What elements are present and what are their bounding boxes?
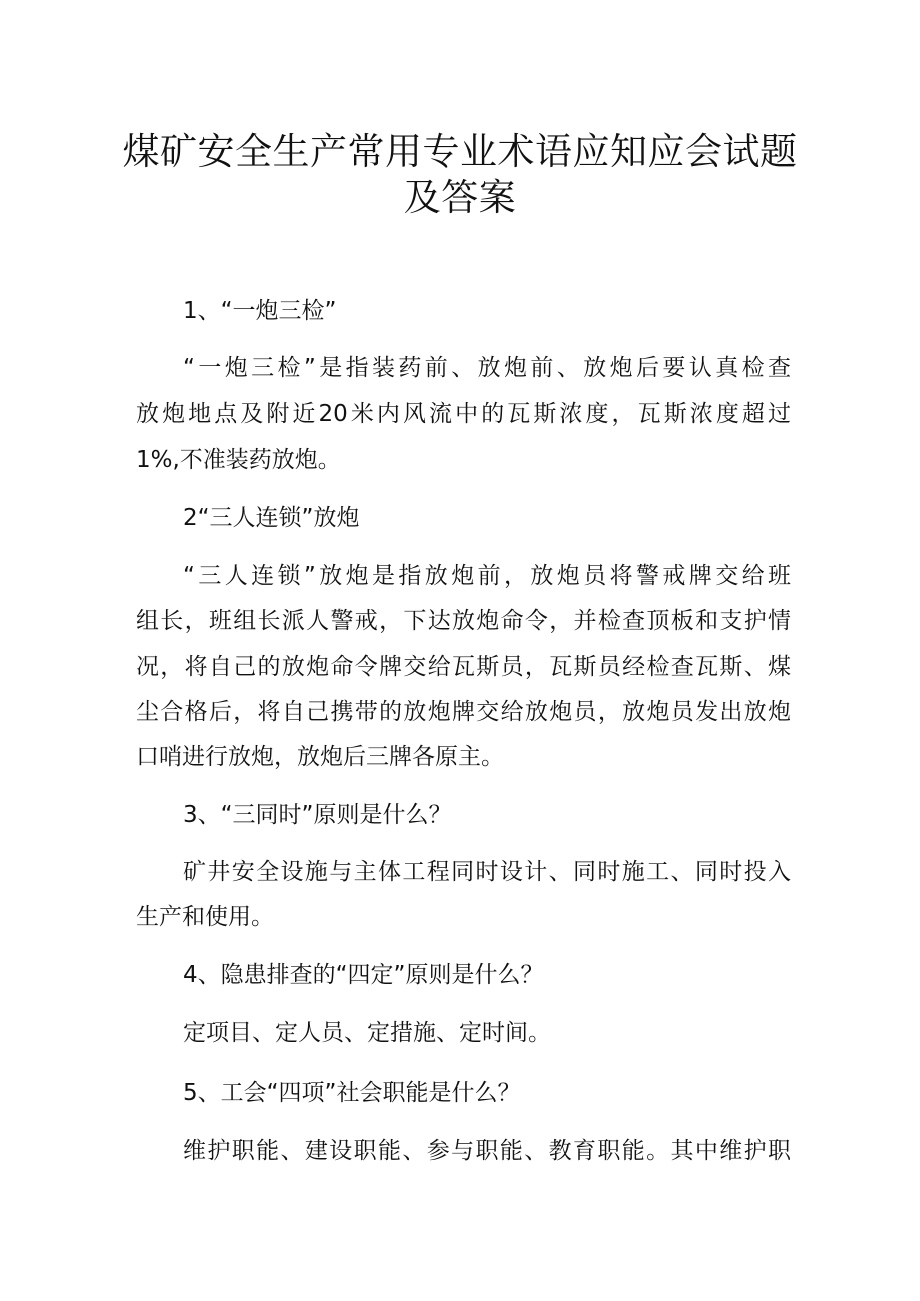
- section-heading: 4、隐患排查的“四定”原则是什么？: [183, 962, 544, 988]
- section-heading: 1、“一炮三检”: [183, 298, 337, 324]
- answer-line: 1%,不准装药放炮。: [136, 447, 341, 473]
- section-heading: 3、“三同时”原则是什么？: [183, 802, 452, 828]
- answer-line: 定项目、定人员、定措施、定时间。: [183, 1020, 551, 1046]
- answer-line: “三人连锁”放炮是指放炮前，放炮员将警戒牌交给班: [183, 563, 791, 589]
- section-heading: 2“三人连锁”放炮: [183, 505, 360, 531]
- answer-line: 维护职能、建设职能、参与职能、教育职能。其中维护职: [183, 1138, 791, 1164]
- answer-line: “一炮三检”是指装药前、放炮前、放炮后要认真检查: [183, 355, 791, 381]
- answer-line: 生产和使用。: [136, 904, 274, 930]
- answer-line: 组长，班组长派人警戒，下达放炮命令，并检查顶板和支护情: [136, 608, 791, 634]
- answer-line: 放炮地点及附近20米内风流中的瓦斯浓度，瓦斯浓度超过: [136, 401, 791, 427]
- answer-line: 尘合格后，将自己携带的放炮牌交给放炮员，放炮员发出放炮: [136, 699, 791, 725]
- answer-line: 况，将自己的放炮命令牌交给瓦斯员，瓦斯员经检查瓦斯、煤: [136, 654, 791, 680]
- answer-line: 口哨进行放炮，放炮后三牌各原主。: [136, 744, 504, 770]
- section-heading: 5、工会“四项”社会职能是什么？: [183, 1080, 521, 1106]
- document-title: 煤矿安全生产常用专业术语应知应会试题: [122, 130, 798, 173]
- document-title-continued: 及答案: [403, 176, 517, 219]
- answer-line: 矿井安全设施与主体工程同时设计、同时施工、同时投入: [183, 859, 791, 885]
